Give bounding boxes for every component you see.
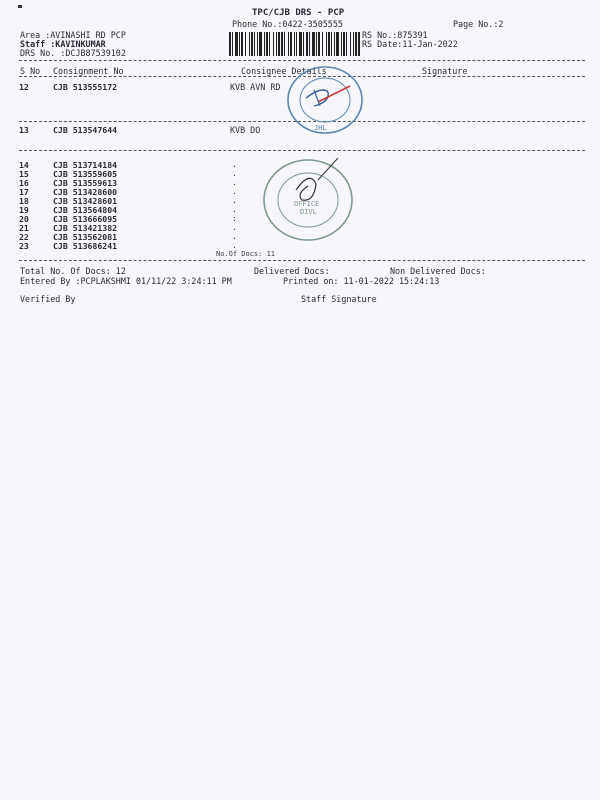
area-label: Area :AVINASHI RD PCP <box>20 30 126 40</box>
non-delivered-docs: Non Delivered Docs: <box>390 266 486 276</box>
rs-date: RS Date:11-Jan-2022 <box>362 39 458 49</box>
staff-signature: Staff Signature <box>301 294 377 304</box>
row-consignment: CJB 513428601 <box>53 196 118 206</box>
row-consignee: KVB DO <box>230 125 261 135</box>
row-sno: 21 <box>19 223 29 233</box>
row-sno: 12 <box>19 82 29 92</box>
row-consignee: . <box>232 223 237 232</box>
row-consignment: CJB 513555172 <box>53 82 118 92</box>
page-number: Page No.:2 <box>453 19 504 29</box>
row-sno: 13 <box>19 125 29 135</box>
row-consignee: . <box>232 160 237 169</box>
row-consignment: CJB 513559613 <box>53 178 118 188</box>
col-consignee: Consignee Details <box>241 66 327 76</box>
divider-top <box>19 60 585 61</box>
row-consignment: CJB 513686241 <box>53 241 118 251</box>
row-consignment: CJB 513559605 <box>53 169 118 179</box>
row-consignee: . <box>232 241 237 250</box>
row-consignee: . <box>232 205 237 214</box>
printed-on: Printed on: 11-01-2022 15:24:13 <box>283 276 440 286</box>
row-consignee: . <box>232 187 237 196</box>
row-consignment: CJB 513428600 <box>53 187 118 197</box>
row-consignment: CJB 513666095 <box>53 214 118 224</box>
col-consignment: Consignment No <box>53 66 124 76</box>
total-docs: Total No. Of Docs: 12 <box>20 266 126 276</box>
delivered-docs: Delivered Docs: <box>254 266 330 276</box>
row-consignment: CJB 513421382 <box>53 223 118 233</box>
row-sno: 22 <box>19 232 29 242</box>
scan-mark <box>18 5 22 8</box>
divider-bottom <box>19 260 585 261</box>
row-sno: 14 <box>19 160 29 170</box>
verified-by: Verified By <box>20 294 76 304</box>
row-consignee: KVB AVN RD <box>230 82 281 92</box>
document-title: TPC/CJB DRS - PCP <box>252 8 345 18</box>
svg-text:OFFICE: OFFICE <box>294 200 320 208</box>
row-consignee: : <box>232 214 237 223</box>
col-sno: S No <box>20 66 41 76</box>
handwritten-doc-count: No.Of Docs: 11 <box>216 250 276 258</box>
entered-by: Entered By :PCPLAKSHMI 01/11/22 3:24:11 PM <box>20 276 232 286</box>
row-consignment: CJB 513562081 <box>53 232 118 242</box>
row-consignment: CJB 513547644 <box>53 125 118 135</box>
row-consignment: CJB 513714184 <box>53 160 118 170</box>
row-consignee: . <box>232 196 237 205</box>
row-consignee: . <box>232 232 237 241</box>
branch-seal-stamp <box>284 62 366 138</box>
row-consignee: . <box>232 169 237 178</box>
row-sno: 16 <box>19 178 29 188</box>
row-sno: 15 <box>19 169 29 179</box>
row-sno: 19 <box>19 205 29 215</box>
row-sno: 18 <box>19 196 29 206</box>
divisional-office-stamp <box>256 150 356 244</box>
row-sno: 17 <box>19 187 29 197</box>
svg-text:DIVL: DIVL <box>300 208 317 216</box>
phone-number: Phone No.:0422-3505555 <box>232 19 343 29</box>
row-sno: 20 <box>19 214 29 224</box>
staff-label: Staff :KAVINKUMAR <box>20 39 106 49</box>
barcode <box>229 32 361 56</box>
svg-text:JHL: JHL <box>314 124 327 132</box>
row-consignee: . <box>232 178 237 187</box>
table-row <box>19 125 319 137</box>
row-sno: 23 <box>19 241 29 251</box>
rs-number: RS No.:875391 <box>362 30 428 40</box>
drs-number: DRS No. :DCJB87539102 <box>20 48 126 58</box>
col-signature: Signature <box>422 66 468 76</box>
row-consignment: CJB 513564804 <box>53 205 118 215</box>
